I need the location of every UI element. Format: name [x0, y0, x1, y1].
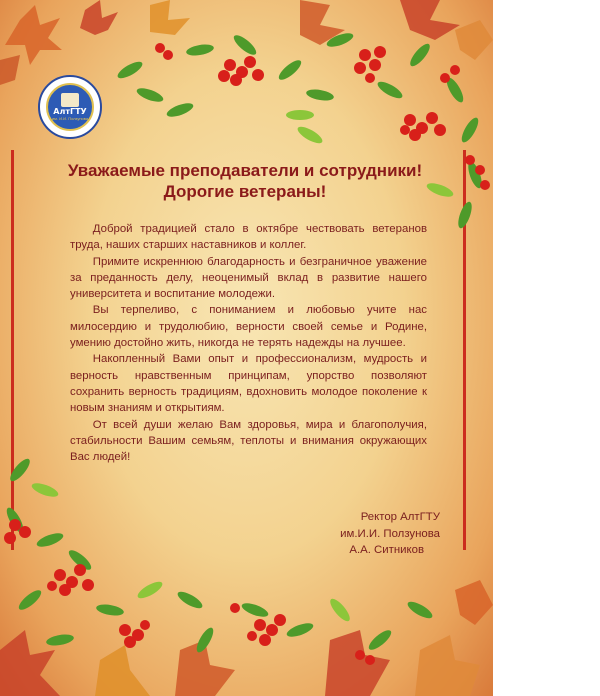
greeting-heading — [50, 160, 440, 202]
emblem-caption: им. И.И. Ползунова — [51, 116, 89, 121]
bottom-maple-leaves — [0, 580, 493, 696]
signature-name: А.А. Ситников — [349, 544, 424, 556]
paragraph: Примите искреннюю благодарность и безграничное уважение за преданность делу, неоценимый вклад в развитие нашего университета и воспитание молодежи. — [70, 255, 427, 301]
signature-title: Ректор АлтГТУ — [360, 511, 440, 523]
emblem-inner-circle — [46, 83, 94, 131]
emblem-book-icon — [61, 93, 79, 107]
paragraph: Доброй традицией стало в октябре чествовать ветеранов труда, наших старших наставников и коллег. — [70, 223, 427, 252]
signature-institution: им.И.И. Ползунова — [340, 527, 440, 540]
paragraph: Накопленный Вами опыт и профессионализм, мудрость и верность нравственным принципам, упорство позволяют сохранить верность традициям, вдохновить молодое поколение к новым знаниям и открытиям. — [70, 353, 427, 415]
paragraph: От всей души желаю Вам здоровья, мира и благополучия, стабильности Вашим семьям, теплоты и внимания окружающих Вас людей! — [70, 418, 427, 464]
greeting-body — [70, 221, 427, 465]
signature-block — [290, 509, 440, 559]
heading-line-1: Уважаемые преподаватели и сотрудники! — [67, 161, 423, 180]
heading-line-2: Дорогие ветераны! — [163, 182, 327, 201]
university-emblem — [38, 75, 102, 139]
emblem-abbr: АлтГТУ — [53, 107, 87, 116]
paragraph: Вы терпеливо, с пониманием и любовью учите нас милосердию и трудолюбию, верности своей семье и Родине, умению достойно жить, никогда не терять надежды на лучшее. — [70, 304, 427, 350]
